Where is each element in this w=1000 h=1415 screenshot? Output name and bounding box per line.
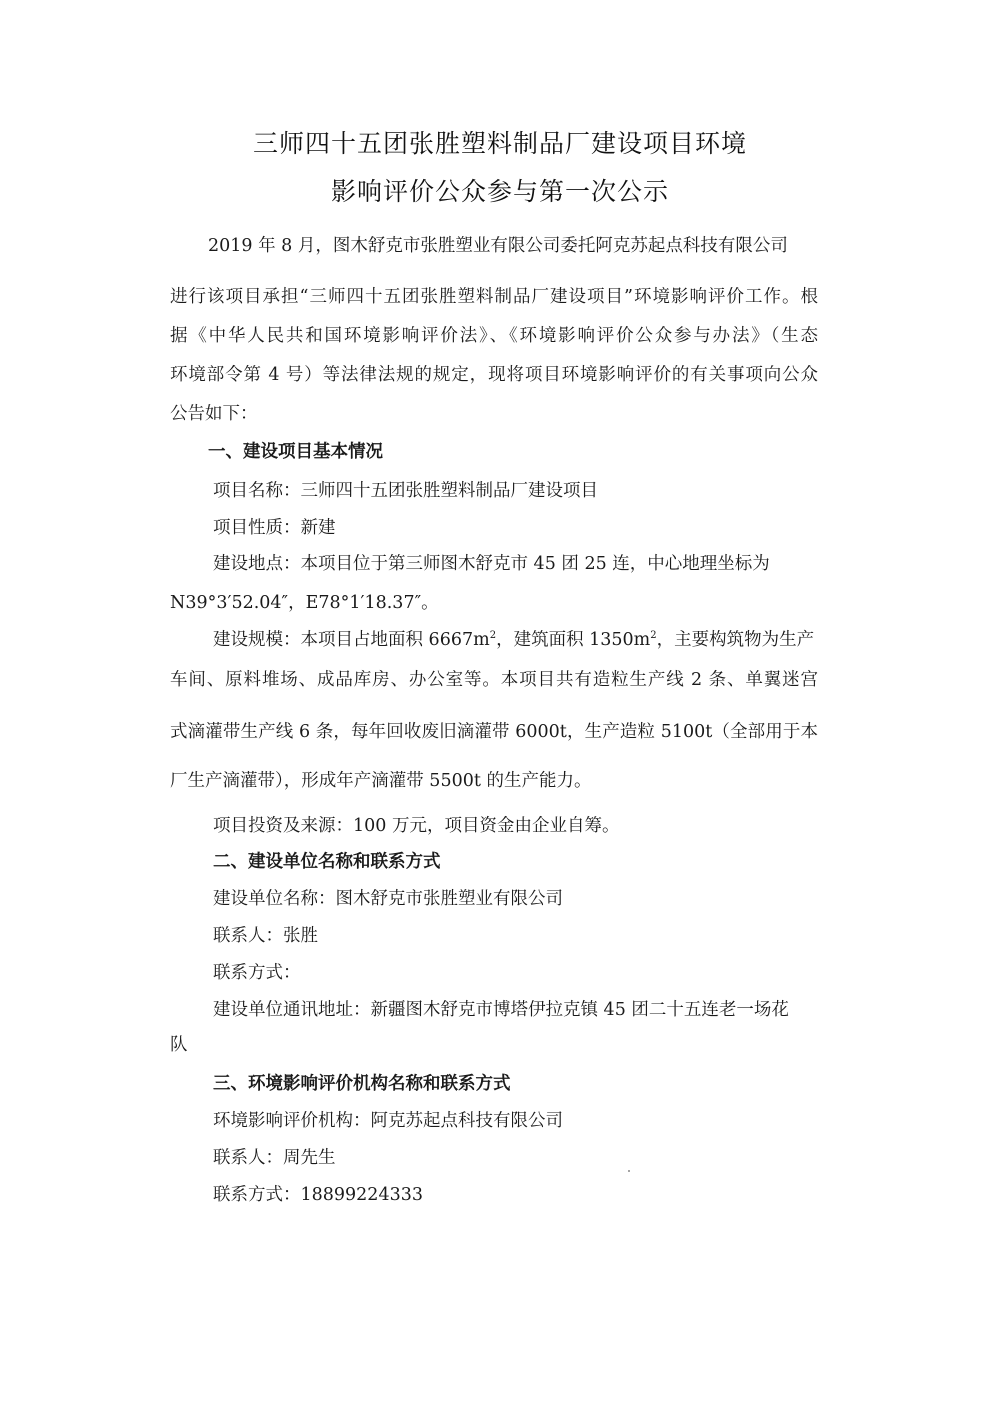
eia-contact: 联系人：周先生 [213,1148,336,1168]
section-3-heading: 三、环境影响评价机构名称和联系方式 [213,1074,511,1094]
project-scale-line-3: 式滴灌带生产线 6 条，每年回收废旧滴灌带 6000t，生产造粒 5100t（全部用于本 [170,722,818,742]
eia-phone: 联系方式：18899224333 [213,1185,423,1205]
scale-text-a: 建设规模：本项目占地面积 6667m [213,630,490,650]
title-line-2: 影响评价公众参与第一次公示 [330,177,669,206]
project-scale-line-2: 车间、原料堆场、成品库房、办公室等。本项目共有造粒生产线 2 条、单翼迷宫 [170,670,818,690]
section-1-heading: 一、建设项目基本情况 [208,442,383,462]
superscript-2: 2 [489,630,497,642]
intro-line-2: 进行该项目承担“三师四十五团张胜塑料制品厂建设项目”环境影响评价工作。根 [170,287,818,307]
builder-phone: 联系方式： [213,963,301,983]
builder-address-line-2: 队 [170,1035,188,1055]
project-name: 项目名称：三师四十五团张胜塑料制品厂建设项目 [213,481,598,501]
scan-speck [628,1170,630,1172]
scale-text-c: ，主要构筑物为生产 [656,630,815,650]
project-location-line-1: 建设地点：本项目位于第三师图木舒克市 45 团 25 连，中心地理坐标为 [213,554,770,574]
section-2-heading: 二、建设单位名称和联系方式 [213,852,441,872]
eia-organization: 环境影响评价机构：阿克苏起点科技有限公司 [213,1111,563,1131]
intro-line-3: 据《中华人民共和国环境影响评价法》、《环境影响评价公众参与办法》（生态 [170,326,818,346]
intro-line-5: 公告如下： [170,404,258,424]
superscript-2: 2 [650,630,657,642]
intro-line-1: 2019 年 8 月，图木舒克市张胜塑业有限公司委托阿克苏起点科技有限公司 [208,236,788,256]
project-investment: 项目投资及来源：100 万元，项目资金由企业自筹。 [213,816,620,836]
scale-text-b: ，建筑面积 1350m [496,630,651,650]
project-location-line-2: N39°3′52.04″，E78°1′18.37″。 [170,593,439,613]
builder-unit-name: 建设单位名称：图木舒克市张胜塑业有限公司 [213,889,563,909]
project-scale-line-1 [213,626,814,651]
project-scale-line-4: 厂生产滴灌带），形成年产滴灌带 5500t 的生产能力。 [170,771,592,791]
title-line-1: 三师四十五团张胜塑料制品厂建设项目环境 [252,129,747,158]
builder-contact: 联系人：张胜 [213,926,318,946]
project-nature: 项目性质：新建 [213,518,336,538]
intro-line-4: 环境部令第 4 号）等法律法规的规定，现将项目环境影响评价的有关事项向公众 [170,365,818,385]
builder-address-line-1: 建设单位通讯地址：新疆图木舒克市博塔伊拉克镇 45 团二十五连老一场花 [213,1000,789,1020]
